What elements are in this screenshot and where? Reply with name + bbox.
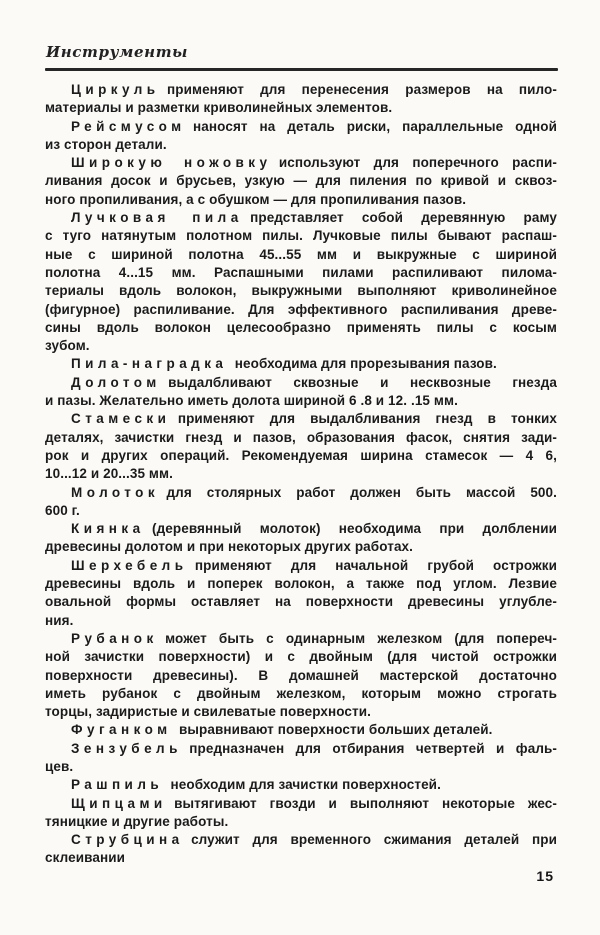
text-line: древесины вдоль и поперек волокон, а также под углом. Лезвие — [45, 576, 557, 592]
running-head: Инструменты — [46, 43, 189, 61]
tool-term: Циркуль — [71, 82, 160, 97]
tool-term: Рейсмусом — [71, 118, 186, 134]
paragraph — [45, 484, 557, 521]
paragraph — [45, 740, 557, 777]
text-line: цев. — [45, 758, 74, 774]
tool-term: Лучковая пила — [71, 210, 243, 226]
text-line: полотна 4...15 мм. Распашными пилами распиливают пилома- — [45, 264, 557, 280]
tool-term: Широкую ножовку — [71, 155, 272, 171]
text-line: ливания досок и брусьев, узкую — для пиления по кривой и сквоз- — [45, 173, 557, 189]
text-line: Рашпиль необходим для зачистки поверхностей. — [71, 777, 441, 793]
text-line: Стамески применяют для выдалбливания гнезд в тонких — [71, 411, 557, 427]
text-line: древесины долотом и при некоторых других работах. — [45, 539, 414, 555]
text-line: Долотом выдалбливают сквозные и несквозные гнезда — [71, 374, 557, 390]
text-line: деталях, зачистки гнезд и пазов, образования фасок, снятия зади- — [45, 429, 557, 445]
text-line: ные с шириной полотна 45...55 мм и выкружные с шириной — [45, 246, 557, 262]
text-line: Рубанок может быть с одинарным железком (для попереч- — [71, 630, 557, 646]
paragraph — [45, 630, 557, 721]
tool-term: Пила-наградка — [71, 356, 228, 372]
tool-term: Киянка — [71, 521, 145, 537]
page-body — [45, 81, 557, 868]
paragraph — [45, 831, 557, 868]
text-line: (фигурное) распиливание. Для эффективного распиливания древе- — [45, 301, 557, 317]
text-line: ного пропиливания, а с обушком — для пропиливания пазов. — [45, 191, 467, 207]
text-line: торцы, задиристые и свилеватые поверхности. — [45, 704, 372, 720]
paragraph — [45, 410, 557, 483]
tool-term: Рубанок — [71, 630, 158, 646]
text-line: и пазы. Желательно иметь долота шириной 6 .8 и 12. .15 мм. — [45, 393, 458, 409]
tool-term: Стамески — [71, 411, 171, 427]
text-line: Зензубель предназначен для отбирания четвертей и фаль- — [71, 740, 557, 756]
header-rule — [45, 68, 558, 71]
text-line: 600 г. — [45, 502, 80, 518]
text-line: 10...12 и 20...35 мм. — [45, 466, 173, 482]
tool-term: Шерхебель — [71, 557, 188, 573]
text-line: зубом. — [45, 338, 90, 354]
text-line: Струбцина служит для временного сжимания деталей при — [71, 832, 557, 848]
paragraph — [45, 557, 557, 630]
text-line: Широкую ножовку используют для поперечного распи- — [71, 155, 557, 171]
paragraph — [45, 721, 557, 739]
tool-term: Щипцами — [71, 795, 167, 811]
paragraph — [45, 374, 557, 411]
tool-term: Струбцина — [71, 832, 184, 848]
text-line: материалы и разметки криволинейных элементов. — [45, 100, 393, 116]
paragraph — [45, 776, 557, 794]
tool-term: Рашпиль — [71, 777, 164, 793]
text-line: сины вдоль волокон целесообразно применять пилы с косым — [45, 319, 557, 335]
text-line: склеивании — [45, 850, 126, 866]
tool-term: Зензубель — [71, 740, 182, 756]
text-line: из сторон детали. — [45, 136, 167, 152]
text-line: териалы вдоль волокон, выкружными выполняют криволинейное — [45, 283, 557, 299]
tool-term: Молоток — [71, 484, 160, 500]
text-line: Киянка (деревянный молоток) необходима при долблении — [71, 521, 557, 537]
paragraph — [45, 154, 557, 209]
text-line: Пила-наградка необходима для прорезывания пазов. — [71, 356, 497, 372]
text-line: Шерхебель применяют для начальной грубой острожки — [71, 557, 557, 573]
text-line: Фуганком выравнивают поверхности больших деталей. — [71, 722, 493, 738]
text-line: поверхности древесины). В домашней мастерской достаточно — [45, 667, 557, 683]
paragraph — [45, 118, 557, 155]
paragraph — [45, 209, 557, 355]
text-line: Циркуль применяют для перенесения размеров на пило- — [71, 82, 557, 97]
page-number: 15 — [536, 868, 554, 884]
text-line: ния. — [45, 612, 74, 628]
tool-term: Долотом — [71, 374, 161, 390]
paragraph — [45, 520, 557, 557]
text-line: рок и других операций. Рекомендуемая ширина стамесок — 4 6, — [45, 447, 557, 463]
text-line: ной зачистки поверхности) и с двойным (для чистой острожки — [45, 649, 557, 665]
paragraph — [45, 795, 557, 832]
text-line: Молоток для столярных работ должен быть массой 500. — [71, 484, 557, 500]
text-line: Лучковая пила представляет собой деревянную раму — [71, 210, 557, 226]
text-line: овальной формы оставляет на поверхности древесины углубле- — [45, 594, 557, 610]
text-line: Рейсмусом наносят на деталь риски, параллельные одной — [71, 118, 557, 134]
text-line: с туго натянутым полотном пилы. Лучковые пилы бывают распаш- — [45, 228, 557, 244]
paragraph — [45, 81, 557, 118]
text-line: Щипцами вытягивают гвозди и выполняют некоторые жес- — [71, 795, 557, 811]
tool-term: Фуганком — [71, 722, 172, 738]
text-line: иметь рубанок с двойным железком, которым можно строгать — [45, 685, 557, 701]
paragraph — [45, 355, 557, 373]
text-line: тяницкие и другие работы. — [45, 813, 229, 829]
